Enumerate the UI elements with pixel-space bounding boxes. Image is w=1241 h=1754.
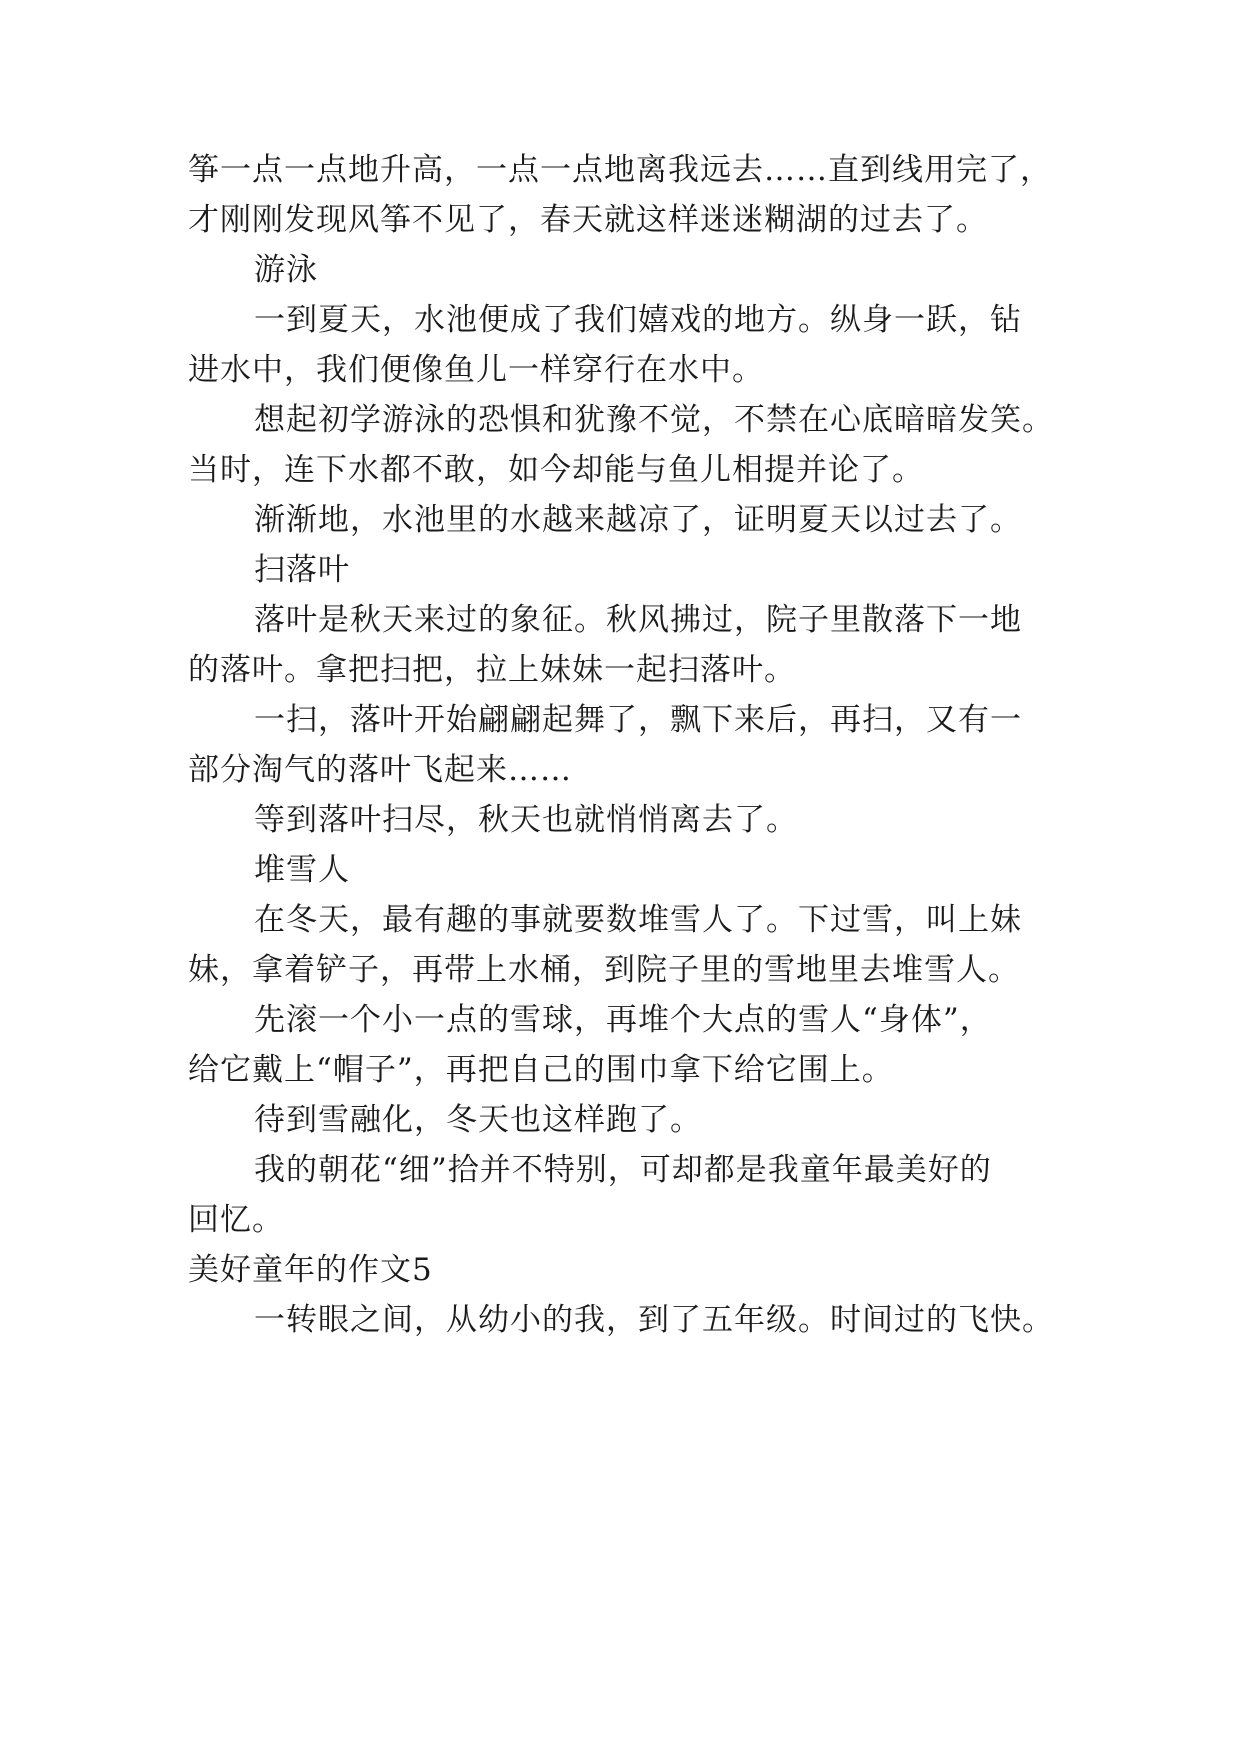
paragraph-line: 给它戴上“帽子”，再把自己的围巾拿下给它围上。: [188, 1052, 894, 1088]
paragraph-line: 才刚刚发现风筝不见了，春天就这样迷迷糊湖的过去了。: [188, 202, 988, 238]
section-heading-swimming: 游泳: [254, 252, 318, 288]
paragraph-line: 妹，拿着铲子，再带上水桶，到院子里的雪地里去堆雪人。: [188, 952, 1020, 988]
section-heading-snowman: 堆雪人: [254, 852, 350, 888]
paragraph-line: 我的朝花“细”拾并不特别，可却都是我童年最美好的: [254, 1152, 992, 1188]
paragraph-line: 当时，连下水都不敢，如今却能与鱼儿相提并论了。: [188, 452, 924, 488]
paragraph-line: 待到雪融化，冬天也这样跑了。: [254, 1102, 702, 1138]
paragraph-line: 在冬天，最有趣的事就要数堆雪人了。下过雪，叫上妹: [254, 902, 1022, 938]
paragraph-line: 筝一点一点地升高，一点一点地离我远去……直到线用完了，: [188, 152, 1052, 188]
paragraph-line: 落叶是秋天来过的象征。秋风拂过，院子里散落下一地: [254, 602, 1022, 638]
paragraph-line: 回忆。: [188, 1202, 284, 1238]
paragraph-line: 想起初学游泳的恐惧和犹豫不觉，不禁在心底暗暗发笑。: [254, 402, 1054, 438]
paragraph-line: 的落叶。拿把扫把，拉上妹妹一起扫落叶。: [188, 652, 796, 688]
paragraph-line: 等到落叶扫尽，秋天也就悄悄离去了。: [254, 802, 798, 838]
paragraph-line: 一到夏天，水池便成了我们嬉戏的地方。纵身一跃，钻: [254, 302, 1022, 338]
paragraph-line: 一扫，落叶开始翩翩起舞了，飘下来后，再扫，又有一: [254, 702, 1022, 738]
paragraph-line: 部分淘气的落叶飞起来……: [188, 752, 572, 788]
essay-title: 美好童年的作文5: [188, 1252, 433, 1288]
paragraph-line: 渐渐地，水池里的水越来越凉了，证明夏天以过去了。: [254, 502, 1022, 538]
section-heading-sweeping-leaves: 扫落叶: [254, 552, 350, 588]
paragraph-line: 一转眼之间，从幼小的我，到了五年级。时间过的飞快。: [254, 1302, 1054, 1338]
paragraph-line: 先滚一个小一点的雪球，再堆个大点的雪人“身体”，: [254, 1002, 992, 1038]
paragraph-line: 进水中，我们便像鱼儿一样穿行在水中。: [188, 352, 764, 388]
